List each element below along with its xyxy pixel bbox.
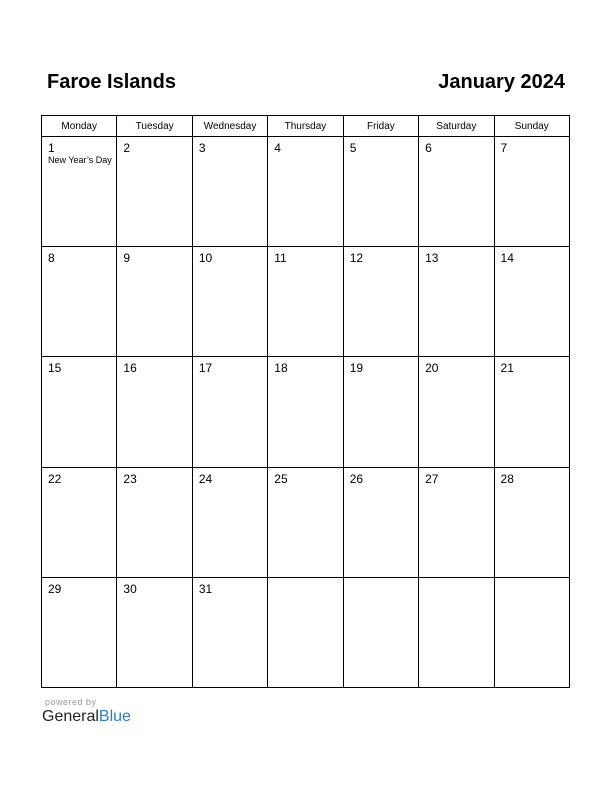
week-row — [42, 247, 570, 357]
day-cell — [42, 577, 117, 687]
powered-by-text: powered by — [45, 697, 97, 707]
day-cell — [343, 247, 418, 357]
weekday-sunday: Sunday — [494, 116, 569, 137]
week-row — [42, 357, 570, 467]
weekday-tuesday: Tuesday — [117, 116, 192, 137]
day-cell — [192, 247, 267, 357]
week-row — [42, 467, 570, 577]
day-number: 6 — [425, 141, 432, 155]
day-number: 2 — [123, 141, 131, 155]
day-cell — [268, 467, 343, 577]
day-number: 22 — [48, 471, 62, 486]
day-cell — [268, 137, 343, 247]
day-number: 24 — [198, 471, 213, 486]
day-number: 25 — [274, 471, 288, 486]
day-cell — [419, 137, 494, 247]
day-cell — [42, 357, 117, 467]
day-number: 31 — [198, 581, 213, 596]
weekday-thursday: Thursday — [268, 116, 343, 137]
day-cell — [42, 247, 117, 357]
day-number: 26 — [349, 471, 364, 486]
weekday-wednesday: Wednesday — [192, 116, 267, 137]
day-number: 9 — [123, 251, 131, 266]
day-cell — [268, 577, 343, 687]
day-cell — [343, 357, 418, 467]
day-number: 13 — [425, 251, 439, 266]
calendar-grid — [41, 115, 570, 688]
day-number: 7 — [500, 141, 508, 155]
day-cell — [343, 577, 418, 687]
day-number: 27 — [425, 471, 439, 486]
day-number: 30 — [123, 581, 137, 596]
brand-name-part2: Blue — [98, 708, 131, 725]
day-number: 5 — [349, 141, 357, 155]
weekday-saturday: Saturday — [419, 116, 494, 137]
day-number: 18 — [274, 361, 288, 376]
day-cell — [419, 357, 494, 467]
day-number: 10 — [198, 251, 213, 266]
day-number: 19 — [349, 361, 364, 376]
day-cell — [419, 247, 494, 357]
day-number: 15 — [48, 361, 62, 376]
day-number: 29 — [48, 581, 62, 596]
day-cell — [117, 357, 192, 467]
day-number: 23 — [123, 471, 137, 486]
day-cell — [192, 137, 267, 247]
day-cell — [343, 137, 418, 247]
day-cell — [42, 137, 117, 247]
weekday-header-row — [42, 116, 570, 137]
month-title: January 2024 — [438, 71, 565, 93]
weekday-monday: Monday — [42, 116, 117, 137]
day-cell — [192, 577, 267, 687]
day-number: 16 — [123, 361, 137, 376]
day-cell — [42, 467, 117, 577]
day-cell — [117, 247, 192, 357]
brand-name-part1: General — [42, 708, 99, 725]
day-cell — [343, 467, 418, 577]
day-cell — [494, 467, 569, 577]
day-cell — [117, 577, 192, 687]
day-cell — [494, 137, 569, 247]
day-number: 20 — [425, 361, 439, 376]
day-number: 3 — [198, 141, 206, 155]
day-number: 28 — [500, 471, 514, 486]
week-row — [42, 577, 570, 687]
day-number: 11 — [274, 251, 287, 266]
holiday-label: New Year’s Day — [48, 155, 112, 165]
day-number: 8 — [48, 251, 55, 266]
day-number: 4 — [274, 141, 281, 155]
weekday-friday: Friday — [343, 116, 418, 137]
day-cell — [268, 247, 343, 357]
day-cell — [117, 467, 192, 577]
country-title: Faroe Islands — [47, 71, 176, 93]
day-cell — [494, 247, 569, 357]
day-number: 21 — [500, 361, 514, 376]
day-number: 1 — [48, 141, 55, 155]
day-cell — [494, 357, 569, 467]
week-row — [42, 137, 570, 247]
day-cell — [419, 577, 494, 687]
day-cell — [192, 357, 267, 467]
day-cell — [268, 357, 343, 467]
day-cell — [117, 137, 192, 247]
generalblue-logo[interactable] — [42, 708, 131, 726]
day-cell — [494, 577, 569, 687]
day-number: 12 — [349, 251, 364, 266]
day-number: 14 — [500, 251, 514, 266]
day-number: 17 — [198, 361, 213, 376]
day-cell — [419, 467, 494, 577]
day-cell — [192, 467, 267, 577]
